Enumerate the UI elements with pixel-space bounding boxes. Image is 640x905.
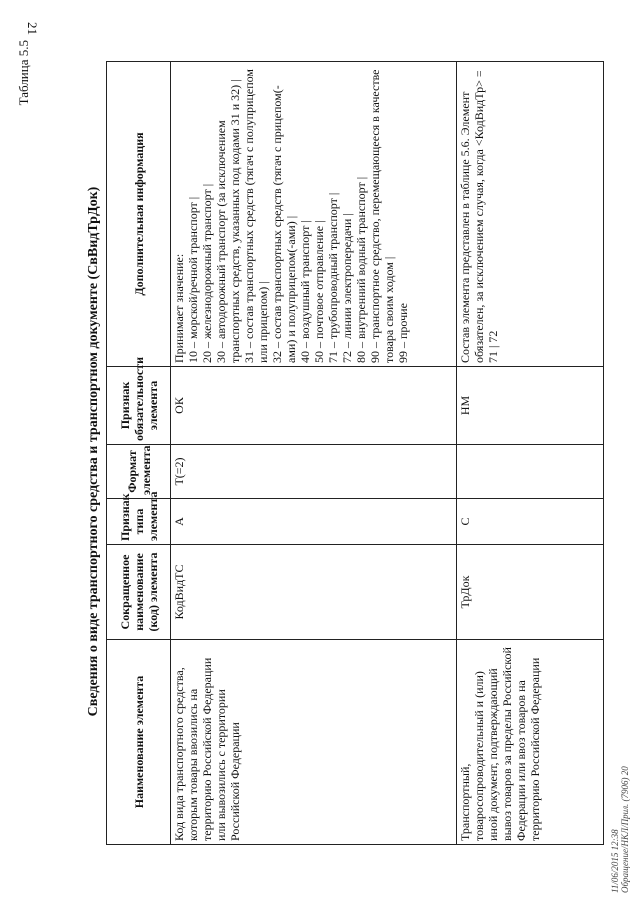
- header-format: Формат элемента: [107, 445, 171, 499]
- info-line: Принимает значение:: [172, 253, 186, 363]
- info-line: 72 – линии электропередачи |: [340, 213, 354, 363]
- info-line: 20 – железнодорожный транспорт |: [200, 183, 214, 363]
- info-line: 50 – почтовое отправление |: [312, 220, 326, 363]
- cell-required: НМ: [457, 367, 604, 445]
- cell-name: Транспортный, товаросопроводительный и (или) иной документ, подтверждающий вывоз товаров за пределы Российской Федерации или ввоз товаров на территорию Российской Федерации: [457, 640, 604, 845]
- stamp-line: Обращение/НКЛ/Прил. (7906) 20: [620, 766, 630, 893]
- table-row: [457, 62, 604, 845]
- cell-required: ОК: [171, 367, 457, 445]
- cell-name: Код вида транспортного средства, которым товары ввозились на территорию Российской Федерации или вывозились с территории Российской Федерации: [171, 640, 457, 845]
- table-caption: Сведения о виде транспортного средства и транспортном документе (СвВидТрДок): [86, 186, 101, 717]
- table-label: Таблица 5.5: [16, 40, 31, 106]
- header-code: Сокращенное наименование (код) элемента: [107, 545, 171, 640]
- cell-type: А: [171, 499, 457, 545]
- cell-type: С: [457, 499, 604, 545]
- info-line: 40 – воздушный транспорт |: [298, 220, 312, 363]
- info-line: 90 – транспортное средство, перемещающееся в качестве товара своим ходом |: [368, 69, 396, 363]
- elements-table: [106, 61, 604, 845]
- info-line: 30 – автодорожный транспорт (за исключением транспортных средств, указанных под кодами 31 и 32) |: [214, 79, 242, 363]
- info-line: 31 – состав транспортных средств (тягач с полуприцепом или прицепом) |: [242, 69, 270, 363]
- cell-info: [171, 62, 457, 367]
- page-number: 21: [25, 22, 40, 35]
- cell-code: ТрДок: [457, 545, 604, 640]
- info-line: 99 – прочие: [396, 303, 410, 363]
- cell-format: [457, 445, 604, 499]
- header-required: Признак обязательности элемента: [107, 367, 171, 445]
- header-row: [107, 62, 171, 845]
- info-line: 32 – состав транспортных средств (тягач с прицепом(-ами) и полуприцепом(-ами) |: [270, 85, 298, 363]
- header-name: Наименование элемента: [107, 640, 171, 845]
- info-line: 80 – внутренний водный транспорт |: [354, 176, 368, 363]
- print-stamp: [610, 766, 630, 893]
- table-row: [171, 62, 457, 845]
- cell-code: КодВидТС: [171, 545, 457, 640]
- stamp-line: 11/06/2015 12:38: [610, 829, 620, 893]
- info-line: 10 – морской/речной транспорт |: [186, 196, 200, 363]
- header-type: Признак типа элемента: [107, 499, 171, 545]
- info-line: 71 – трубопроводный транспорт |: [326, 192, 340, 363]
- cell-info: Состав элемента представлен в таблице 5.6. Элемент обязателен, за исключением случая, когда <КодВидТр> = 71 | 72: [457, 62, 604, 367]
- header-info: Дополнительная информация: [107, 62, 171, 367]
- cell-format: T(=2): [171, 445, 457, 499]
